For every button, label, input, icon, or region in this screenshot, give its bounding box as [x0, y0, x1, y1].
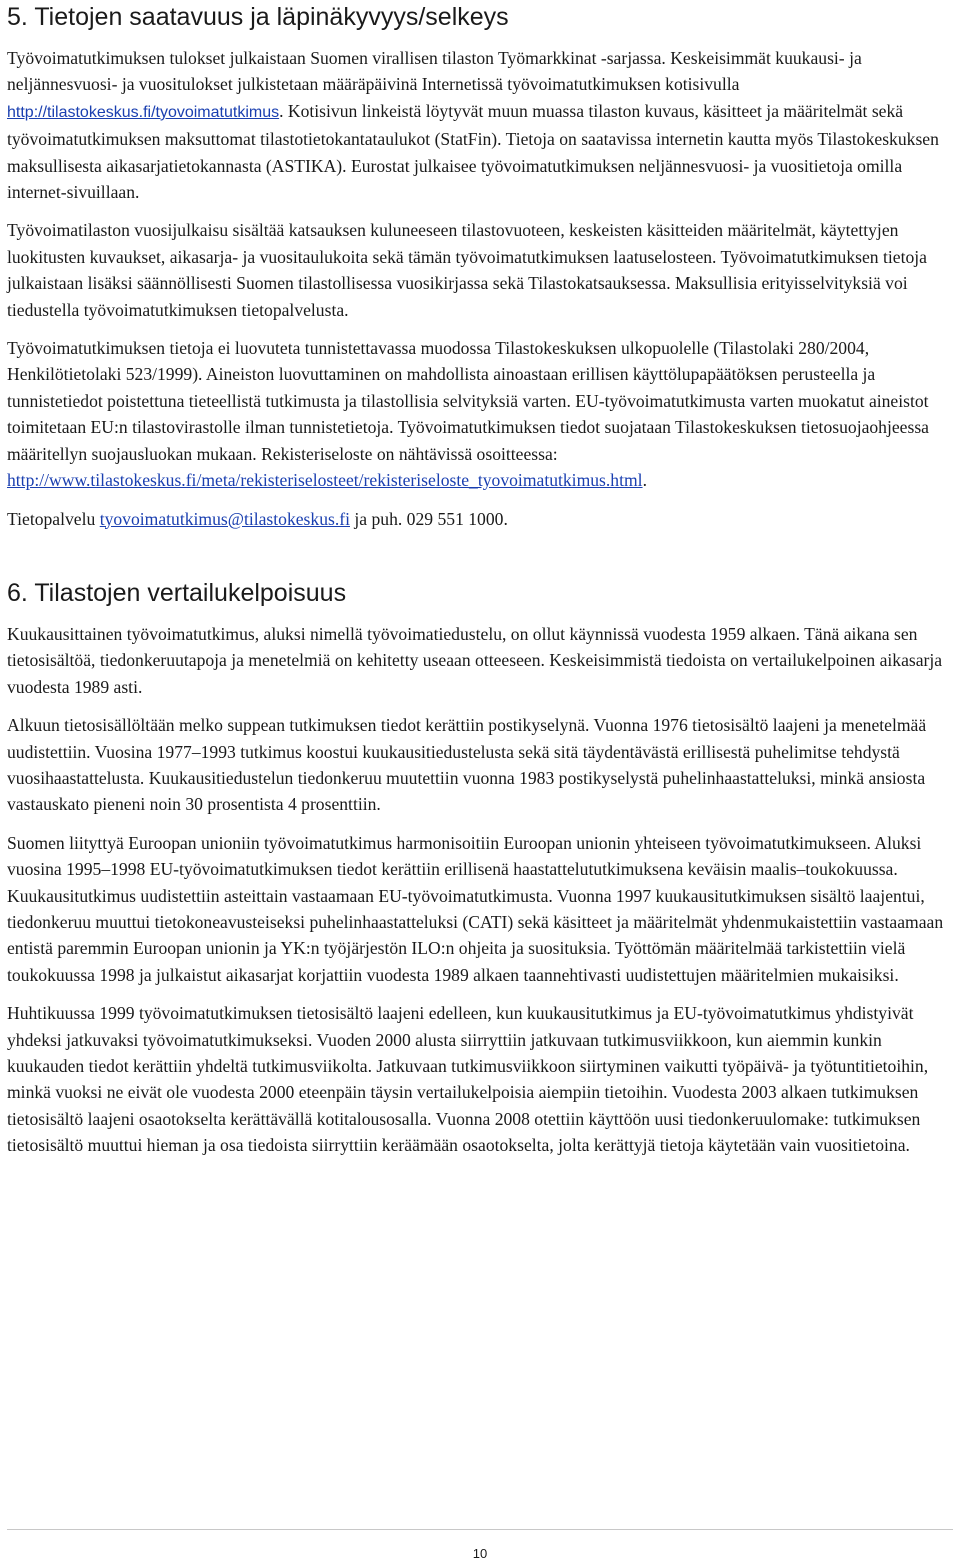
paragraph-text: Työvoimatutkimuksen tietoja ei luovuteta tunnistettavassa muodossa Tilastokeskuksen ulkopuolelle (Tilastolaki 280/2004, Henkilötietolaki 523/1999). Aineiston luovuttaminen on mahdollista ainoastaan erillisen käyttölupapäätöksen perusteella ja tunnistetiedot poistettuna tieteellistä tutkimusta ja tilastollisia selvityksiä varten. EU-työvoimatutkimusta varten muokatut aineistot toimitetaan EU:n tilastovirastolle ilman tunnistetietoja. Työvoimatutkimuksen tiedot suojataan Tilastokeskuksen tietosuojaohjeessa määritellyn suojausluokan mukaan. Rekisteriseloste on nähtävissä osoitteessa:	[7, 338, 929, 464]
paragraph-text: . Kotisivun linkeistä löytyvät muun muassa tilaston kuvaus, käsitteet ja määritelmät sekä työvoimatutkimuksen maksuttomat tilastotietokantataulukot (StatFin). Tietoja on saatavissa internetin kautta myös Tilastokeskuksen maksullisesta aikasarjatietokannasta (ASTIKA). Eurostat julkaisee työvoimatutkimuksen neljännesvuosi- ja vuositietoja omilla internet-sivuillaan.	[7, 100, 939, 203]
footer-divider	[7, 1529, 953, 1530]
homepage-link[interactable]: http://tilastokeskus.fi/tyovoimatutkimus	[7, 103, 280, 121]
email-link[interactable]: tyovoimatutkimus@tilastokeskus.fi	[99, 508, 350, 529]
section-6-paragraph-3: Suomen liityttyä Euroopan unioniin työvoimatutkimus harmonisoitiin Euroopan unionin yhteiseen työvoimatutkimukseen. Aluksi vuosina 1995–1998 EU-työvoimatutkimuksen tiedot kerättiin erillisenä haastattelututkimuksena keväisin maalis–toukokuussa. Kuukausitutkimus uudistettiin asteittain vastaamaan EU-työvoimatutkimusta. Vuonna 1997 kuukausitutkimuksen sisältö laajentui, tiedonkeruu muuttui tietokoneavusteiseksi puhelinhaastatteluksi (CATI) sekä käsitteet ja määritelmät yhdenmukaistettiin vastaamaan entistä paremmin Euroopan unionin ja YK:n työjärjestön ILO:n ohjeita ja suosituksia. Työttömän määritelmää tarkistettiin vielä toukokuussa 1998 ja julkaistut aikasarjat korjattiin vuodesta 1989 alkaen taannehtivasti uudistettujen määritelmien mukaisiksi.	[7, 832, 944, 985]
section-6-heading: 6. Tilastojen vertailukelpoisuus	[7, 578, 347, 607]
paragraph-text: Työvoimatutkimuksen tulokset julkaistaan Suomen virallisen tilaston Työmarkkinat -sarjassa. Keskeisimmät kuukausi- ja neljännesvuosi- ja vuositulokset julkistetaan määräpäivinä Internetissä työvoimatutkimuksen kotisivulla	[7, 48, 862, 95]
page-number: 10	[472, 1546, 488, 1561]
paragraph-text: ja puh. 029 551 1000.	[350, 508, 508, 529]
section-6-paragraph-2: Alkuun tietosisällöltään melko suppean tutkimuksen tiedot kerättiin postikyselynä. Vuonna 1976 tietosisältö laajeni ja menetelmää uudistettiin. Vuosina 1977–1993 tutkimus koostui kuukausitiedustelusta sekä sitä täydentävästä erillisestä puhelimitse tehdystä vuosihaastattelusta. Kuukausitiedustelun tiedonkeruu muutettiin vuonna 1983 postikyselystä puhelinhaastatteluksi, minkä ansiosta vastauskato pieneni noin 30 prosentista 4 prosenttiin.	[7, 715, 927, 815]
section-5-paragraph-2: Työvoimatilaston vuosijulkaisu sisältää katsauksen kuluneeseen tilastovuoteen, keskeisten käsitteiden määritelmät, käytettyjen luokitusten kuvaukset, aikasarja- ja vuositaulukoita sekä tämän työvoimatutkimuksen laatuselosteen. Työvoimatutkimuksen tietoja julkaistaan lisäksi säännöllisesti Suomen tilastollisessa vuosikirjassa sekä Tilastokatsauksessa. Maksullisia erityisselvityksiä voi tiedustella työvoimatutkimuksen tietopalvelusta.	[7, 220, 927, 320]
section-5-paragraph-4	[7, 506, 955, 532]
section-5-paragraph-1	[7, 45, 955, 205]
section-5-paragraph-3	[7, 335, 955, 493]
paragraph-text: .	[642, 470, 647, 491]
register-description-link[interactable]: http://www.tilastokeskus.fi/meta/rekisteriselosteet/rekisteriseloste_tyovoimatutkimus.html	[7, 470, 643, 491]
section-6-paragraph-4: Huhtikuussa 1999 työvoimatutkimuksen tietosisältö laajeni edelleen, kun kuukausitutkimus ja EU-työvoimatutkimus yhdistyivät yhdeksi jatkuvaksi työvoimatutkimukseksi. Vuoden 2000 alusta siirryttiin jatkuvaan tutkimusviikkoon, kun aiemmin kunkin kuukauden tiedot kerättiin yhdeltä tutkimusviikolta. Jatkuvaan tutkimusviikkoon siirtyminen vaikutti työpäivä- ja työtuntitietoihin, minkä vuoksi ne eivät ole vuodesta 2000 eteenpäin täysin vertailukelpoisia aiempiin tietoihin. Vuodesta 2003 alkaen tutkimuksen tietosisältö laajeni osaotokselta kerättävällä kotitalousosalla. Vuonna 2008 otettiin käyttöön uusi tiedonkeruulomake: tutkimuksen tietosisältö muuttui hieman ja osa tiedoista siirryttiin keräämään osaotokselta, jolta kerättyjä tietoja käytetään vain vuositietoina.	[7, 1003, 929, 1156]
section-6-paragraph-1: Kuukausittainen työvoimatutkimus, aluksi nimellä työvoimatiedustelu, on ollut käynnissä vuodesta 1959 alkaen. Tänä aikana sen tietosisältöä, tiedonkeruutapoja ja menetelmiä on kehitetty useaan otteeseen. Keskeisimmistä tiedoista on vertailukelpoinen aikasarja vuodesta 1989 asti.	[7, 623, 943, 697]
document-page	[7, 0, 955, 1159]
paragraph-text: Tietopalvelu	[7, 508, 100, 529]
section-5-heading: 5. Tietojen saatavuus ja läpinäkyvyys/selkeys	[7, 3, 509, 31]
